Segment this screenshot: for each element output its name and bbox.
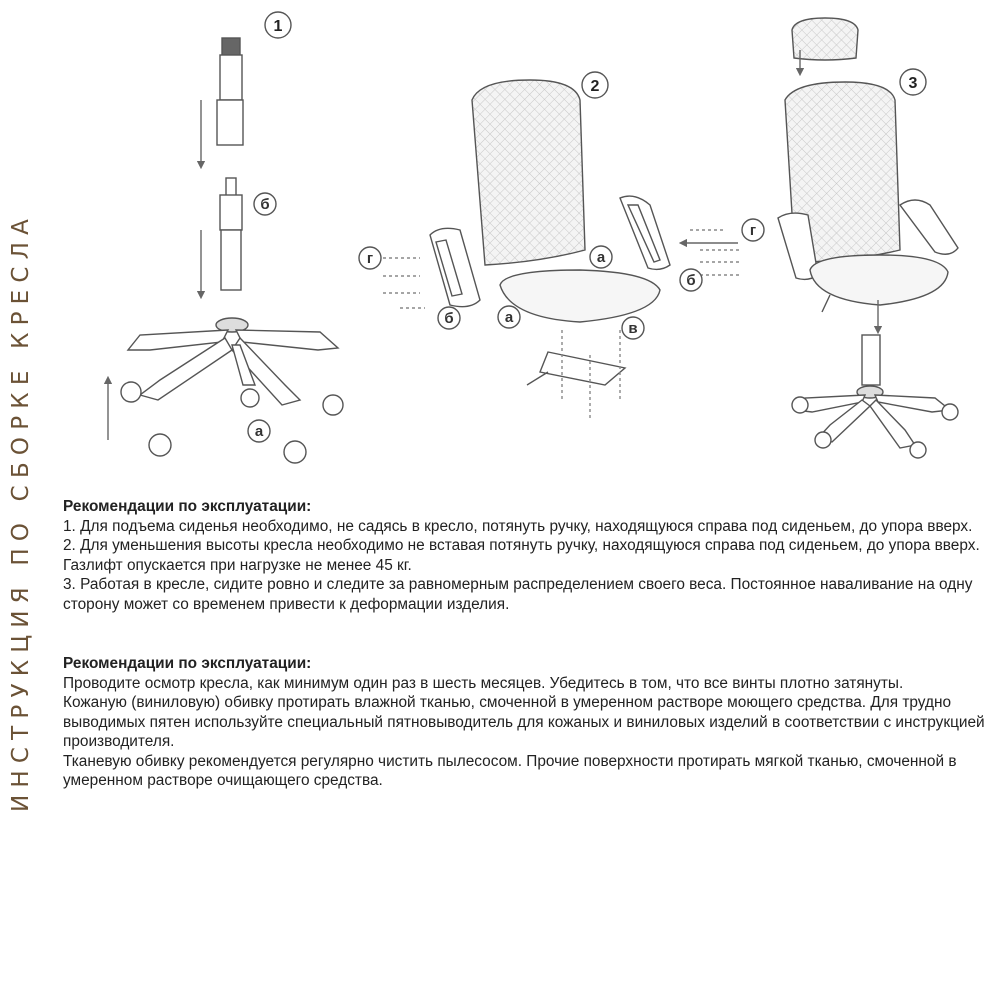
usage-recommendations <box>63 497 993 614</box>
care-recommendations <box>63 654 993 791</box>
label-v-mechanism: в <box>628 320 638 337</box>
step-3-group <box>778 18 958 458</box>
label-b-left: б <box>444 310 454 327</box>
usage-item-1: 1. Для подъема сиденья необходимо, не садясь в кресло, потянуть ручку, находящуюся справа под сиденьем, до упора вверх. <box>63 517 973 535</box>
care-item-2: Кожаную (виниловую) обивку протирать влажной тканью, смоченной в умеренном растворе моющего средства. Для трудно выводимых пятен используйте специальный пятновыводитель для кожаных и виниловых изделий в соответствии с инструкцией производителя. <box>63 694 985 750</box>
usage-item-3: 3. Работая в кресле, сидите ровно и следите за равномерным распределением своего веса. Постоянное наваливание на одну сторону может со временем привести к деформации изделия. <box>63 576 973 613</box>
label-g-right: г <box>749 222 757 239</box>
assembly-diagram <box>0 0 1000 480</box>
step-3-number: 3 <box>908 75 918 92</box>
care-heading: Рекомендации по эксплуатации: <box>63 655 312 672</box>
label-a-step1: а <box>254 423 264 440</box>
step-1-group <box>108 12 343 463</box>
step-2-number: 2 <box>590 78 600 95</box>
step-1-number: 1 <box>273 18 283 35</box>
care-item-3: Тканевую обивку рекомендуется регулярно чистить пылесосом. Прочие поверхности протирать мягкой тканью, смоченной в умеренном растворе очищающего средства. <box>63 752 957 789</box>
label-g-left: г <box>366 250 374 267</box>
label-b-step1: б <box>260 196 270 213</box>
usage-item-2: 2. Для уменьшения высоты кресла необходимо не вставая потянуть ручку, находящуюся справа под сиденьем, до упора вверх. Газлифт опускается при нагрузке не менее 45 кг. <box>63 537 980 574</box>
label-b-right: б <box>686 272 696 289</box>
label-a-seat: а <box>504 309 514 326</box>
label-a-back: а <box>596 249 606 266</box>
step-2-group <box>359 72 764 420</box>
side-title: ИНСТРУКЦИЯ ПО СБОРКЕ КРЕСЛА <box>8 211 34 812</box>
care-item-1: Проводите осмотр кресла, как минимум один раз в шесть месяцев. Убедитесь в том, что все винты плотно затянуты. <box>63 674 904 692</box>
usage-heading: Рекомендации по эксплуатации: <box>63 498 312 515</box>
